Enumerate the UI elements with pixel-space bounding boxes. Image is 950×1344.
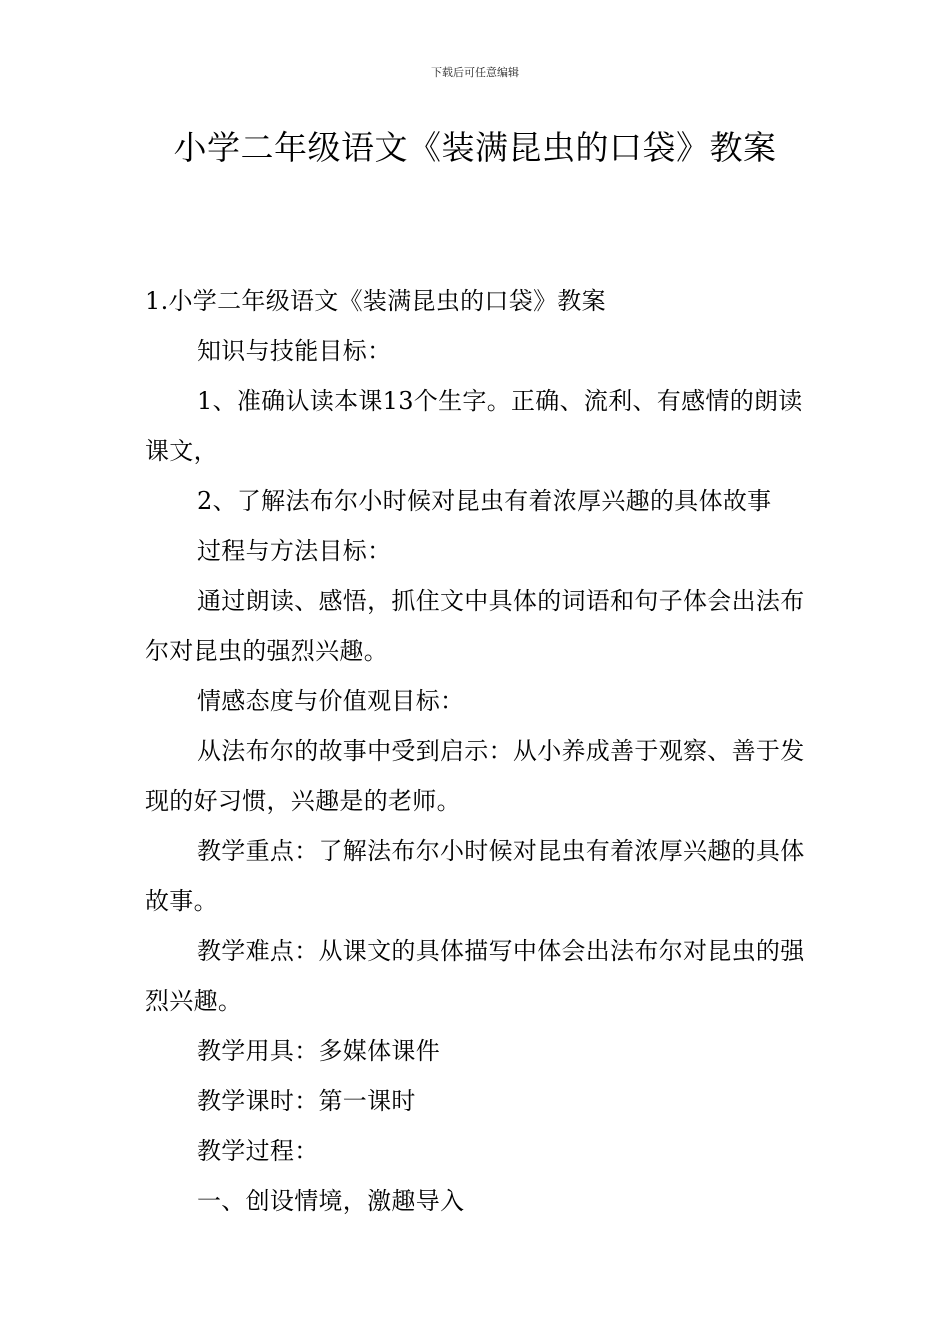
- paragraph-process-goal-heading: 过程与方法目标：: [197, 537, 392, 565]
- document-body: [145, 276, 810, 1226]
- header-note: 下载后可任意编辑: [431, 66, 519, 79]
- paragraph-process-goal: 通过朗读、感悟，抓住文中具体的词语和句子体会出法布尔对昆虫的强烈兴趣。: [145, 587, 805, 665]
- paragraph-goal-2: 2、了解法布尔小时候对昆虫有着浓厚兴趣的具体故事: [197, 487, 772, 515]
- document-title: 小学二年级语文《装满昆虫的口袋》教案: [173, 128, 777, 167]
- paragraph-teaching-period: 教学课时：第一课时: [197, 1087, 416, 1115]
- paragraph-teaching-tools: 教学用具：多媒体课件: [197, 1037, 440, 1065]
- paragraph-knowledge-goal-heading: 知识与技能目标：: [197, 337, 392, 365]
- paragraph-teaching-focus: 教学重点：了解法布尔小时候对昆虫有着浓厚兴趣的具体故事。: [145, 837, 805, 915]
- paragraph-section-heading: 1.小学二年级语文《装满昆虫的口袋》教案: [145, 287, 606, 315]
- paragraph-emotion-goal: 从法布尔的故事中受到启示：从小养成善于观察、善于发现的好习惯，兴趣是的老师。: [145, 737, 805, 815]
- paragraph-step-1-heading: 一、创设情境，激趣导入: [197, 1187, 465, 1215]
- paragraph-goal-1: 1、准确认读本课13个生字。正确、流利、有感情的朗读课文，: [145, 387, 803, 465]
- paragraph-teaching-difficulty: 教学难点：从课文的具体描写中体会出法布尔对昆虫的强烈兴趣。: [145, 937, 805, 1015]
- paragraph-emotion-goal-heading: 情感态度与价值观目标：: [197, 687, 465, 715]
- paragraph-teaching-process-heading: 教学过程：: [197, 1137, 319, 1165]
